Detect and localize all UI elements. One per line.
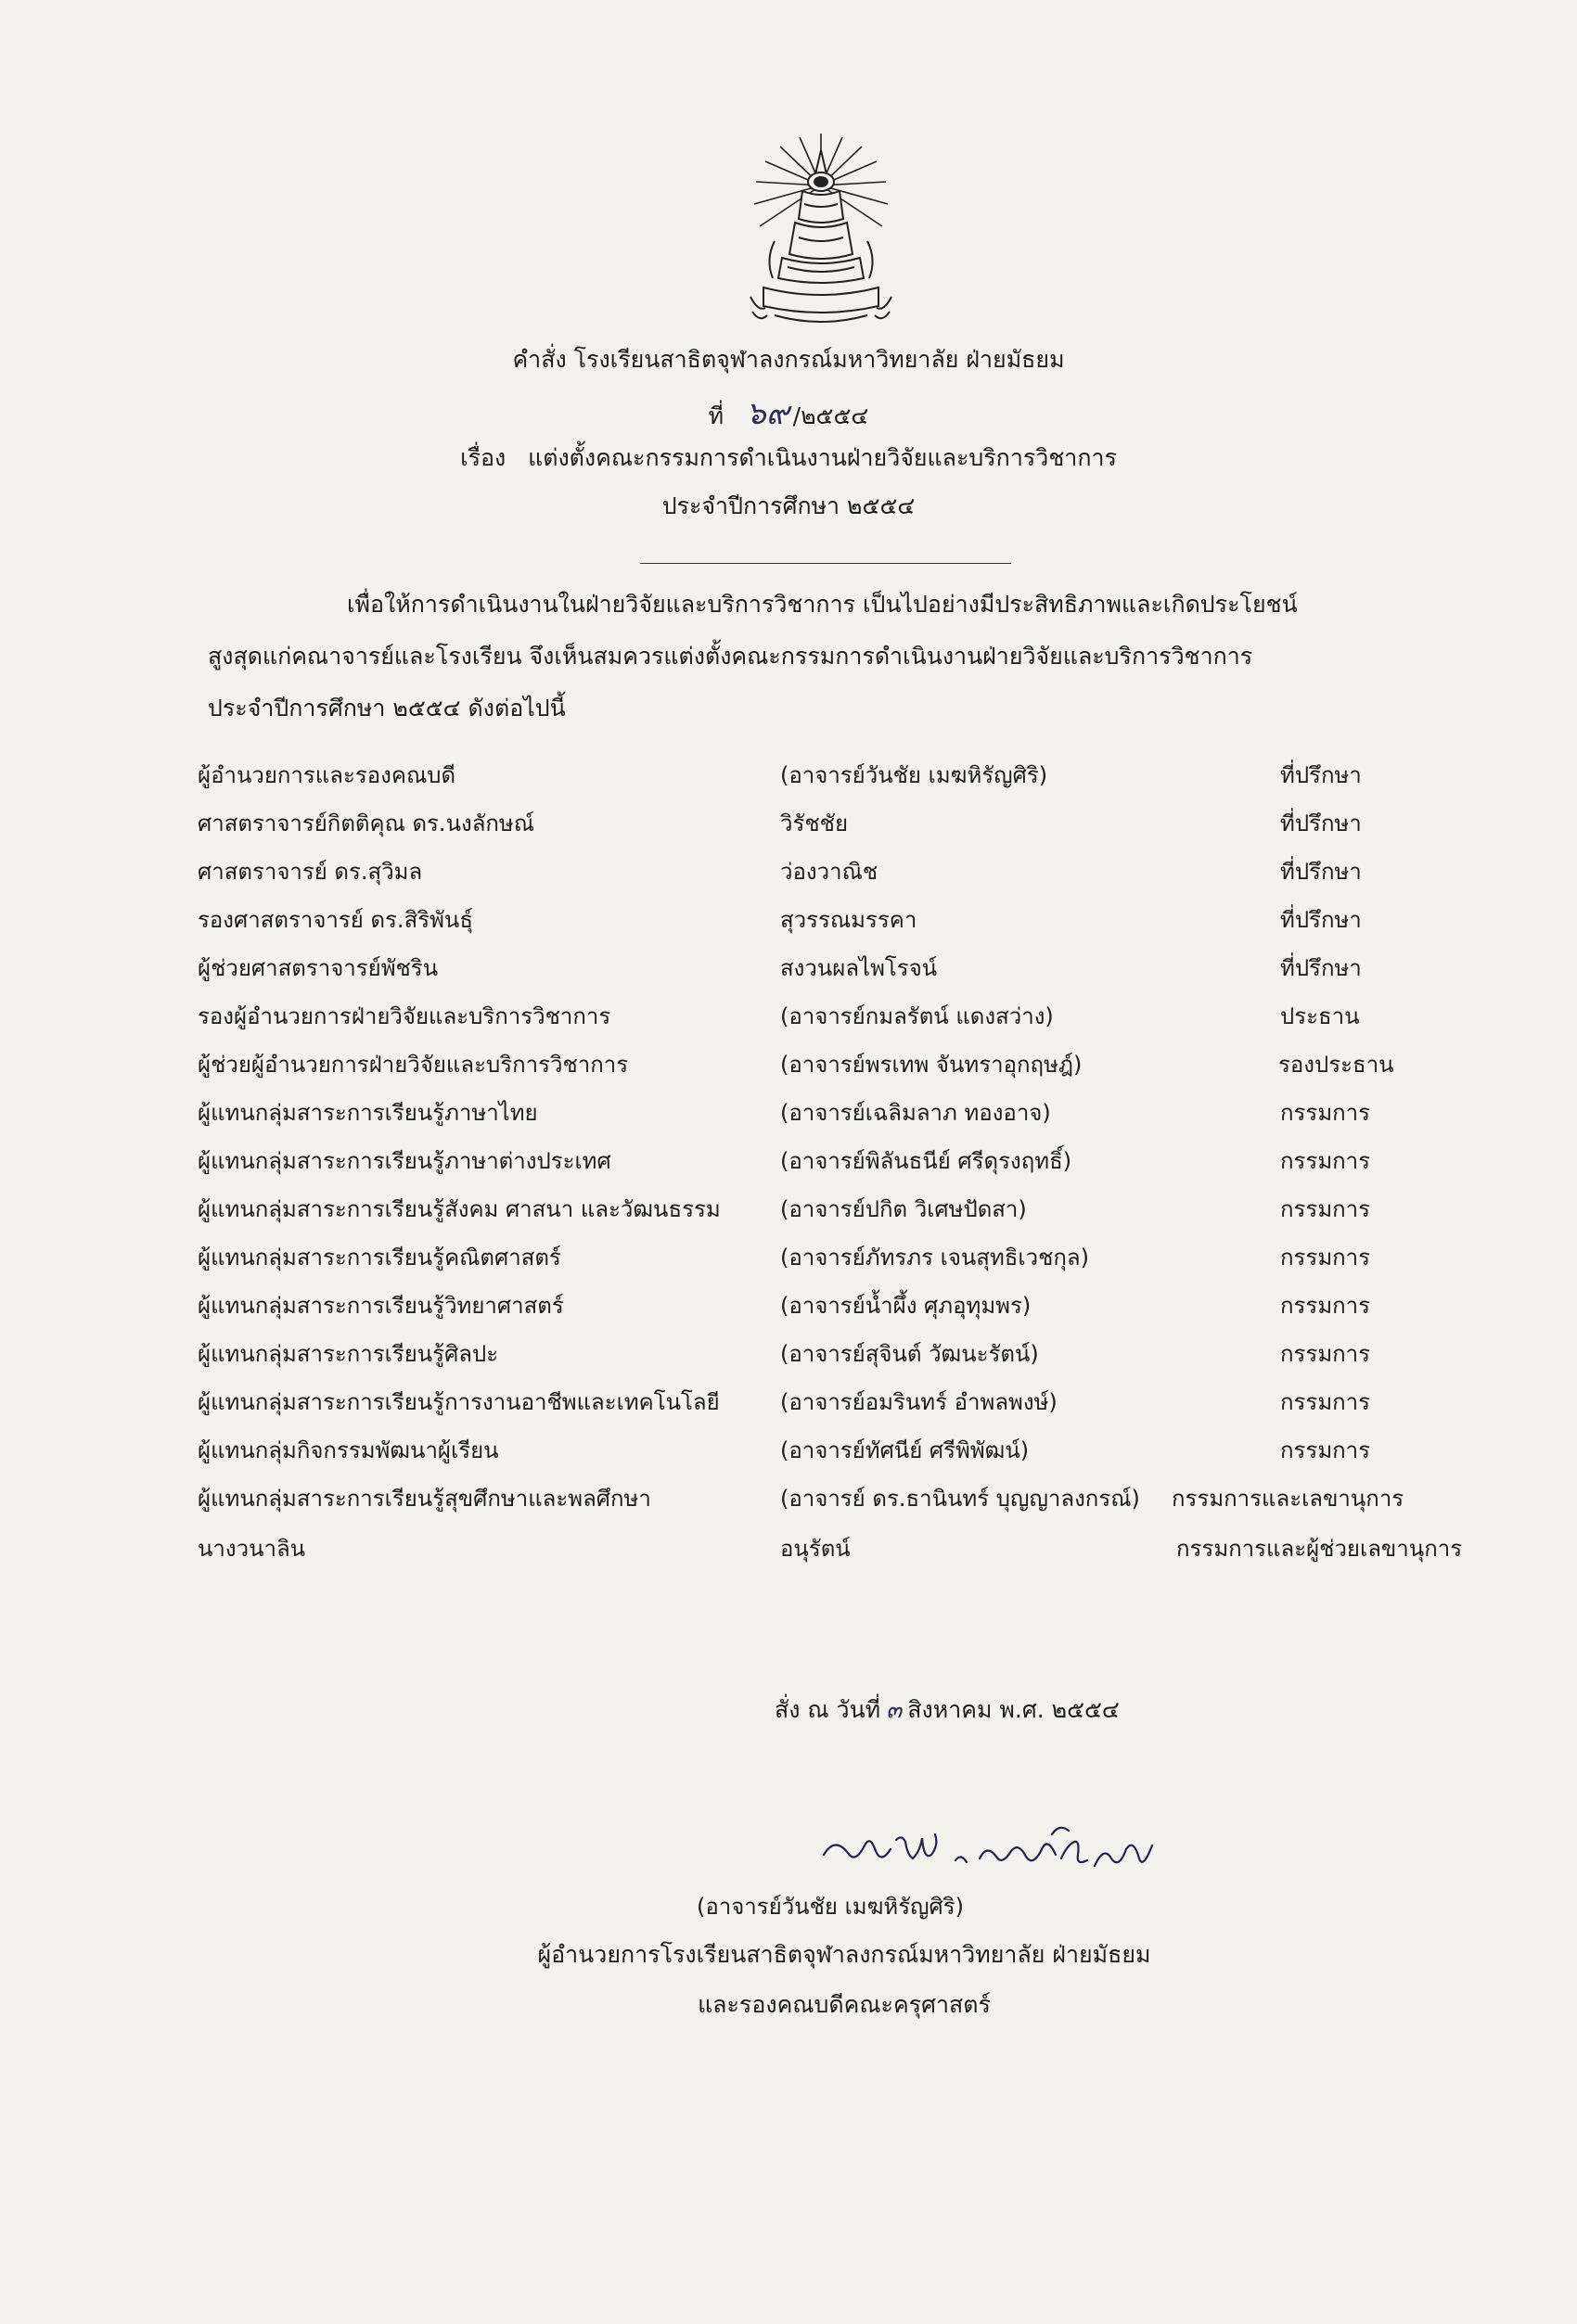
member-title: ผู้แทนกลุ่มสาระการเรียนรู้คณิตศาสตร์ (198, 1245, 561, 1271)
member-name: (อาจารย์อมรินทร์ อำพลพงษ์) (780, 1389, 1058, 1415)
body-paragraph (208, 579, 1414, 734)
member-title: รองผู้อำนวยการฝ่ายวิจัยและบริการวิชาการ (198, 1003, 611, 1029)
member-role: รองประธาน (1278, 1052, 1394, 1078)
order-date (775, 1692, 1120, 1729)
committee-row (198, 1480, 1496, 1517)
committee-row (198, 1287, 1496, 1324)
date-suffix: สิงหาคม พ.ศ. ๒๕๕๔ (907, 1696, 1120, 1723)
member-name: (อาจารย์ปกิต วิเศษปัดสา) (780, 1196, 1027, 1222)
member-title: ผู้แทนกลุ่มสาระการเรียนรู้ภาษาต่างประเทศ (198, 1148, 611, 1174)
signer-position-secondary: และรองคณบดีคณะครุศาสตร์ (698, 1991, 991, 2018)
member-role: กรรมการ (1280, 1437, 1371, 1463)
member-title: ศาสตราจารย์กิตติคุณ ดร.นงลักษณ์ (198, 811, 535, 836)
body-line-2: สูงสุดแก่คณาจารย์และโรงเรียน จึงเห็นสมควรแต่งตั้งคณะกรรมการดำเนินงานฝ่ายวิจัยและบริการวิชาการ (208, 643, 1253, 670)
member-role: กรรมการ (1280, 1245, 1371, 1271)
member-title: ผู้แทนกลุ่มสาระการเรียนรู้ภาษาไทย (198, 1100, 538, 1126)
order-subject-year: ประจำปีการศึกษา ๒๕๕๔ (661, 492, 916, 519)
committee-row (198, 1384, 1496, 1421)
member-role: กรรมการ (1280, 1341, 1371, 1367)
member-role: กรรมการ (1280, 1196, 1371, 1222)
member-name: (อาจารย์สุจินต์ วัฒนะรัตน์) (780, 1341, 1039, 1367)
order-number-label: ที่ (708, 402, 724, 429)
member-role: ที่ปรึกษา (1280, 811, 1362, 836)
member-name: (อาจารย์วันชัย เมฆหิรัญศิริ) (780, 762, 1048, 788)
member-title: ผู้แทนกลุ่มสาระการเรียนรู้สุขศึกษาและพลศึกษา (198, 1486, 651, 1512)
member-name: (อาจารย์พรเทพ จันทราอุกฤษฎ์) (780, 1052, 1083, 1078)
member-name: ว่องวาณิช (780, 859, 878, 885)
member-name: วิรัชชัย (780, 811, 849, 836)
member-title: ผู้แทนกลุ่มสาระการเรียนรู้การงานอาชีพและเทคโนโลยี (198, 1389, 720, 1415)
member-role: กรรมการ (1280, 1148, 1371, 1174)
committee-row (198, 998, 1496, 1035)
member-role: กรรมการ (1280, 1100, 1371, 1126)
member-name: สงวนผลไพโรจน์ (780, 955, 938, 981)
order-number-suffix: /๒๕๕๔ (792, 402, 869, 429)
member-title: ผู้อำนวยการและรองคณบดี (198, 762, 456, 788)
member-title: นางวนาลิน (198, 1536, 306, 1562)
handwritten-signature (816, 1818, 1169, 1883)
member-role: ที่ปรึกษา (1280, 955, 1362, 981)
signer-name: (อาจารย์วันชัย เมฆหิรัญศิริ) (696, 1894, 965, 1920)
member-name: (อาจารย์ทัศนีย์ ศรีพิพัฒน์) (780, 1437, 1030, 1463)
date-day-handwritten: ๓ (886, 1696, 903, 1723)
member-name: (อาจารย์น้ำผึ้ง ศุภอุทุมพร) (780, 1293, 1032, 1319)
member-role: กรรมการ (1280, 1293, 1371, 1319)
member-name: (อาจารย์ ดร.ธานินทร์ บุญญาลงกรณ์) (780, 1486, 1140, 1512)
order-number (0, 388, 1577, 438)
committee-row (198, 1432, 1496, 1469)
committee-row (198, 950, 1496, 987)
date-prefix: สั่ง ณ วันที่ (775, 1696, 881, 1723)
order-subject (0, 440, 1577, 477)
subject-text: แต่งตั้งคณะกรรมการดำเนินงานฝ่ายวิจัยและบริการวิชาการ (528, 444, 1117, 471)
member-name: (อาจารย์เฉลิมลาภ ทองอาจ) (780, 1100, 1051, 1126)
order-number-handwritten: ๖๙ (746, 395, 789, 432)
member-name: (อาจารย์กมลรัตน์ แดงสว่าง) (780, 1003, 1054, 1029)
member-title: ศาสตราจารย์ ดร.สุวิมล (198, 859, 423, 885)
committee-row (198, 853, 1496, 890)
member-title: ผู้ช่วยศาสตราจารย์พัชริน (198, 955, 439, 981)
committee-row (198, 1094, 1496, 1131)
header-divider (640, 563, 1011, 564)
member-role: ที่ปรึกษา (1280, 762, 1362, 788)
committee-row (198, 1191, 1496, 1228)
order-heading: คำสั่ง โรงเรียนสาธิตจุฬาลงกรณ์มหาวิทยาลัย ฝ่ายมัธยม (512, 346, 1065, 373)
committee-row (198, 1239, 1496, 1276)
member-title: ผู้ช่วยผู้อำนวยการฝ่ายวิจัยและบริการวิชาการ (198, 1052, 629, 1078)
member-title: ผู้แทนกลุ่มสาระการเรียนรู้ศิลปะ (198, 1341, 499, 1367)
committee-row (198, 1335, 1496, 1373)
member-role: ประธาน (1280, 1003, 1360, 1029)
member-role: กรรมการและผู้ช่วยเลขานุการ (1176, 1536, 1463, 1562)
member-role: ที่ปรึกษา (1280, 859, 1362, 885)
member-name: (อาจารย์ภัทรภร เจนสุทธิเวชกุล) (780, 1245, 1089, 1271)
member-role: กรรมการและเลขานุการ (1172, 1486, 1404, 1512)
member-role: ที่ปรึกษา (1280, 907, 1362, 933)
member-title: ผู้แทนกลุ่มสาระการเรียนรู้วิทยาศาสตร์ (198, 1293, 564, 1319)
committee-row (198, 901, 1496, 939)
member-title: ผู้แทนกลุ่มสาระการเรียนรู้สังคม ศาสนา และวัฒนธรรม (198, 1196, 721, 1222)
subject-label: เรื่อง (460, 444, 506, 471)
member-name: (อาจารย์พิลันธนีย์ ศรีดุรงฤทธิ์) (780, 1148, 1072, 1174)
member-name: สุวรรณมรรคา (780, 907, 917, 933)
committee-row (198, 1143, 1496, 1180)
committee-row (198, 757, 1496, 794)
member-name: อนุรัตน์ (780, 1536, 851, 1562)
member-title: ผู้แทนกลุ่มกิจกรรมพัฒนาผู้เรียน (198, 1437, 499, 1463)
member-title: รองศาสตราจารย์ ดร.สิริพันธุ์ (198, 907, 473, 933)
committee-row (198, 1046, 1496, 1083)
body-line-3: ประจำปีการศึกษา ๒๕๕๔ ดังต่อไปนี้ (208, 695, 566, 721)
signer-position: ผู้อำนวยการโรงเรียนสาธิตจุฬาลงกรณ์มหาวิทยาลัย ฝ่ายมัธยม (537, 1941, 1151, 1968)
university-emblem-icon (747, 130, 895, 329)
member-role: กรรมการ (1280, 1389, 1371, 1415)
body-line-1: เพื่อให้การดำเนินงานในฝ่ายวิจัยและบริการวิชาการ เป็นไปอย่างมีประสิทธิภาพและเกิดประโยชน์ (347, 591, 1298, 618)
committee-row (198, 805, 1496, 842)
committee-row (198, 1530, 1496, 1567)
